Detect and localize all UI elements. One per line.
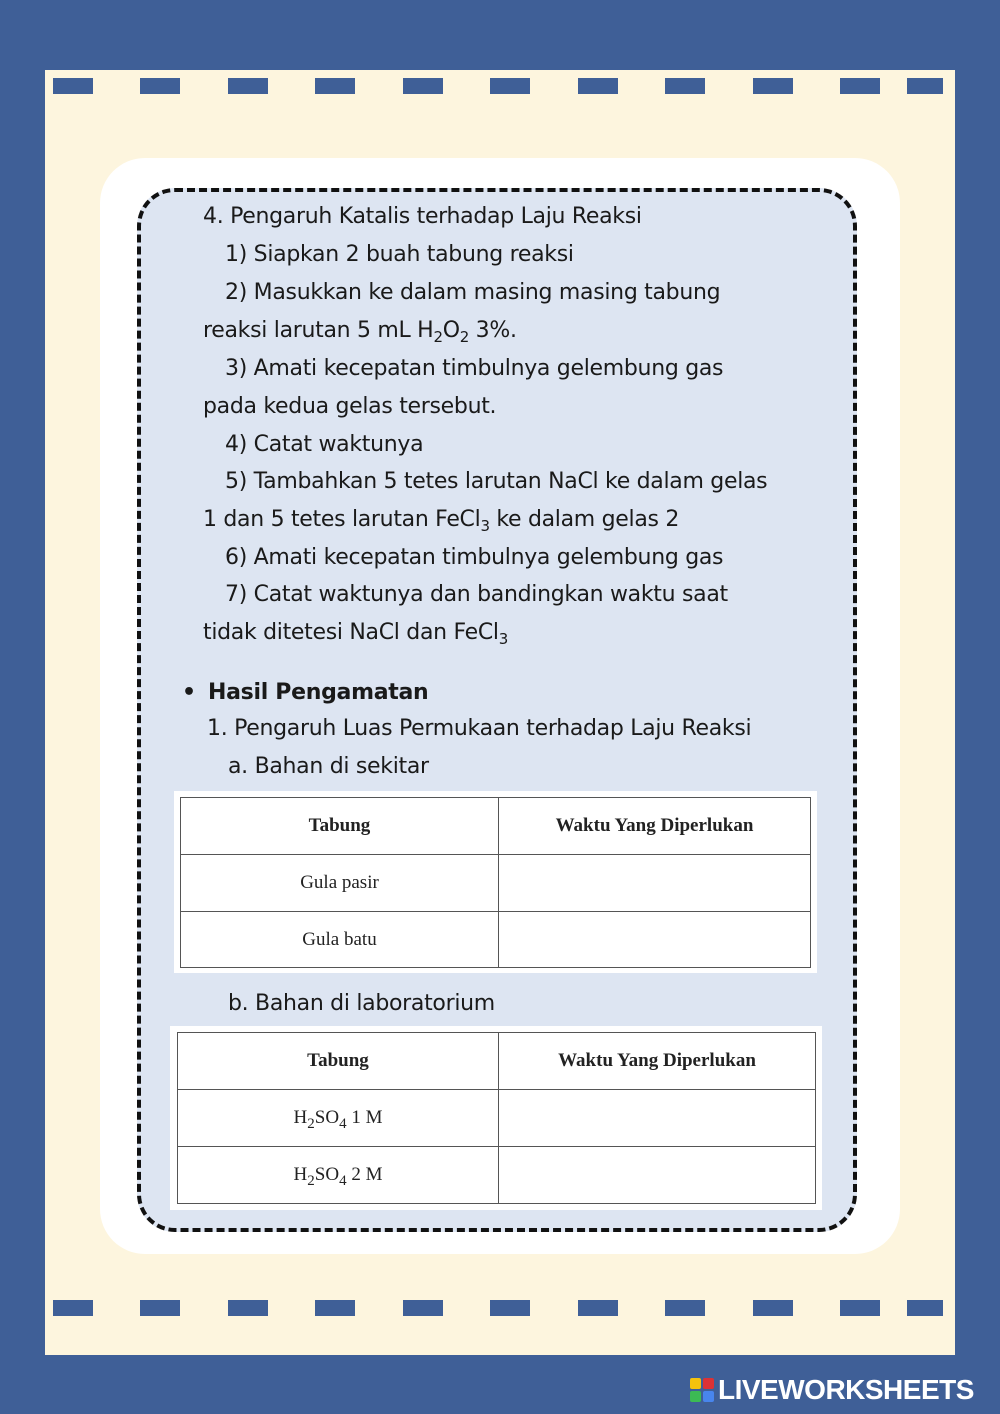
table-a-header-waktu: Waktu Yang Diperlukan bbox=[499, 798, 811, 855]
border-notch bbox=[490, 78, 530, 94]
border-notch bbox=[907, 78, 943, 94]
table-a bbox=[180, 797, 811, 968]
border-notch bbox=[140, 78, 180, 94]
results-item-1: 1. Pengaruh Luas Permukaan terhadap Laju Reaksi bbox=[207, 716, 752, 741]
table-a-container bbox=[174, 791, 817, 973]
table-row bbox=[178, 1147, 816, 1204]
step-7-line1: 7) Catat waktunya dan bandingkan waktu saat bbox=[225, 582, 728, 607]
border-notch bbox=[907, 1300, 943, 1316]
subheading-a: a. Bahan di sekitar bbox=[228, 754, 429, 779]
border-notch bbox=[140, 1300, 180, 1316]
border-notch bbox=[578, 78, 618, 94]
border-notch bbox=[753, 1300, 793, 1316]
border-notch bbox=[840, 1300, 880, 1316]
border-notch bbox=[315, 1300, 355, 1316]
table-b-header-tabung: Tabung bbox=[178, 1033, 499, 1090]
step-2-line2: reaksi larutan 5 mL $H_2O_2$ 3%. bbox=[203, 318, 517, 346]
table-a-cell-waktu[interactable] bbox=[499, 855, 811, 912]
step-7-line2: tidak ditetesi NaCl dan FeCl$_3$ bbox=[203, 620, 508, 648]
table-b-cell-tabung: $H_2SO_4$ 2 M bbox=[178, 1147, 499, 1204]
table-a-cell-tabung: Gula batu bbox=[181, 912, 499, 968]
table-b bbox=[177, 1032, 816, 1204]
step-1: 1) Siapkan 2 buah tabung reaksi bbox=[225, 242, 574, 267]
liveworksheets-logo-icon bbox=[690, 1378, 714, 1402]
table-a-cell-tabung: Gula pasir bbox=[181, 855, 499, 912]
step-5-line2: 1 dan 5 tetes larutan FeCl$_3$ ke dalam gelas 2 bbox=[203, 507, 680, 535]
border-notch bbox=[315, 78, 355, 94]
liveworksheets-brand[interactable]: LIVEWORKSHEETS bbox=[718, 1374, 974, 1405]
step-3-line2: pada kedua gelas tersebut. bbox=[203, 394, 497, 419]
bullet-icon: • bbox=[182, 680, 196, 705]
border-notch bbox=[753, 78, 793, 94]
table-row bbox=[178, 1090, 816, 1147]
border-notch bbox=[490, 1300, 530, 1316]
table-b-cell-tabung: $H_2SO_4$ 1 M bbox=[178, 1090, 499, 1147]
table-b-cell-waktu[interactable] bbox=[499, 1090, 816, 1147]
border-notch bbox=[228, 1300, 268, 1316]
table-b-cell-waktu[interactable] bbox=[499, 1147, 816, 1204]
border-notch bbox=[578, 1300, 618, 1316]
results-heading: Hasil Pengamatan bbox=[208, 680, 429, 705]
step-3-line1: 3) Amati kecepatan timbulnya gelembung gas bbox=[225, 356, 724, 381]
border-notch bbox=[403, 78, 443, 94]
border-notch bbox=[665, 78, 705, 94]
step-2-line1: 2) Masukkan ke dalam masing masing tabung bbox=[225, 280, 721, 305]
step-6: 6) Amati kecepatan timbulnya gelembung gas bbox=[225, 545, 724, 570]
step-5-line1: 5) Tambahkan 5 tetes larutan NaCl ke dalam gelas bbox=[225, 469, 768, 494]
border-notch bbox=[53, 78, 93, 94]
table-row bbox=[181, 855, 811, 912]
table-b-header-waktu: Waktu Yang Diperlukan bbox=[499, 1033, 816, 1090]
border-notch bbox=[228, 78, 268, 94]
section4-heading: 4. Pengaruh Katalis terhadap Laju Reaksi bbox=[203, 204, 642, 229]
border-notch bbox=[665, 1300, 705, 1316]
table-b-container bbox=[170, 1026, 822, 1210]
table-row bbox=[181, 912, 811, 968]
border-notch bbox=[840, 78, 880, 94]
step-4: 4) Catat waktunya bbox=[225, 432, 424, 457]
border-notch bbox=[53, 1300, 93, 1316]
table-a-header-tabung: Tabung bbox=[181, 798, 499, 855]
border-notch bbox=[403, 1300, 443, 1316]
table-a-cell-waktu[interactable] bbox=[499, 912, 811, 968]
subheading-b: b. Bahan di laboratorium bbox=[228, 991, 495, 1016]
